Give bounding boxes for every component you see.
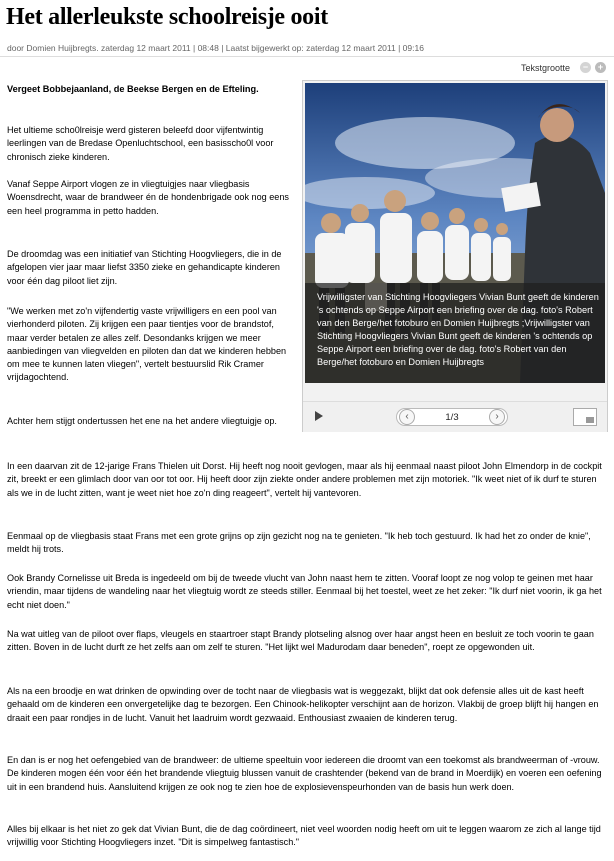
article-paragraph: Ook Brandy Cornelisse uit Breda is ingedeeld om bij de tweede vlucht van John naast hem te zitten. Vooraf loopt ze nog volop te geinen met haar vriendin, maar tijdens de wandeling naar het vliegtuig wordt ze steeds stiller. Eenmaal bij het toestel, weet ze het zeker: "Ik durf niet voorin, ik ga het echt niet doen." <box>7 573 602 610</box>
article-paragraph: Als na een broodje en wat drinken de opwinding over de tocht naar de vliegbasis wat is weggezakt, blijkt dat ook defensie alles uit de kast heeft gehaald om de kinderen een onvergetelijke dag te bezorgen. Een Chinook-helikopter verschijnt aan de horizon. Vlakbij de groep blijft hij hangen en draait een paar rondjes in de lucht. Vanuit het laadruim wordt gezwaaid. Enthousiast zwaaien de kinderen terug. <box>7 686 599 723</box>
article-title: Het allerleukste schoolreisje ooit <box>6 4 328 30</box>
next-slide-button[interactable]: › <box>489 409 505 425</box>
slideshow-controls <box>303 401 607 432</box>
article-paragraph: "We werken met zo'n vijfendertig vaste vrijwilligers en een pool van vierhonderd piloten. Zij krijgen een paar tientjes voor de brandstof, maar verder betalen ze alles zelf. Desondanks krijgen we meer aanbiedingen van vliegvelden en piloten dan dat we kinderen hebben om mee te kunnen laten vliegen", vertelt bestuurslid Rik Cramer vrijdagochtend. <box>7 306 287 383</box>
article-paragraph: De droomdag was een initiatief van Stichting Hoogvliegers, die in de afgelopen vier jaar maar liefst 3350 zieke en gehandicapte kinderen voor één dag piloot liet zijn. <box>7 249 282 286</box>
article-paragraph: In een daarvan zit de 12-jarige Frans Thielen uit Dorst. Hij heeft nog nooit gevlogen, maar als hij eenmaal naast piloot John Elmendorp in de cockpit zit, breekt er een glimlach door van oor tot oor. Hij heeft door zijn ziekte onder andere problemen met zijn motoriek. "Ik weet niet of ik durf te sturen als we in de lucht zitten, want je weet niet hoe zo'n ding reageert", vertelt hij vantevoren. <box>7 461 602 498</box>
slideshow-pager <box>396 408 508 426</box>
text-size-label: Tekstgrootte <box>520 62 570 73</box>
article-paragraph: Na wat uitleg van de piloot over flaps, vleugels en staartroer stapt Brandy plotseling alsnog over haar angst heen en besluit ze toch voorin te gaan zitten. Boven in de lucht durft ze het zelfs aan om zelf te sturen. "Het lijkt wel Madurodam daar beneden", roept ze opgewonden uit. <box>7 629 594 653</box>
article-paragraph: Eenmaal op de vliegbasis staat Frans met een grote grijns op zijn gezicht nog na te genieten. "Ik heb toch gestuurd. Ik had het zo onder de knie", meldt hij trots. <box>7 531 591 555</box>
slide-counter: 1/3 <box>445 411 459 423</box>
text-size-controls <box>521 62 606 73</box>
article-paragraph: En dan is er nog het oefengebied van de brandweer: de ultieme speeltuin voor iedereen die droomt van een toekomst als brandweerman of -vrouw. De kinderen mogen één voor één het brandende vliegtuig blussen vanuit de crashtender (bekend van de brand in Moerdijk) en voeren een oefening uit in een brandend huis. Aansluitend krijgen ze ook nog te zien hoe de explosievenspeurhonden van de basis hun werk doen. <box>7 755 602 792</box>
article-paragraph: Alles bij elkaar is het niet zo gek dat Vivian Bunt, die de dag coördineert, niet veel woorden nodig heeft om uit te leggen waarom ze zich al lange tijd vrijwillig voor Stichting Hoogvliegers inzet. "Dit is simpelweg fantastisch." <box>7 824 601 848</box>
article-lead: Vergeet Bobbejaanland, de Beekse Bergen en de Efteling. <box>7 84 259 94</box>
increase-text-size-button[interactable]: + <box>595 62 606 73</box>
article-byline: door Domien Huijbregts. zaterdag 12 maart 2011 | 08:48 | Laatst bijgewerkt op: zaterdag 12 maart 2011 | 09:16 <box>7 43 424 53</box>
slideshow-photo[interactable] <box>305 83 605 383</box>
fullscreen-icon[interactable] <box>573 408 597 426</box>
header-divider <box>0 56 614 57</box>
article-paragraph: Achter hem stijgt ondertussen het ene na het andere vliegtuigje op. <box>7 416 277 426</box>
decrease-text-size-button[interactable]: − <box>580 62 591 73</box>
article-paragraph: Het ultieme scho0lreisje werd gisteren beleefd door vijfentwintig leerlingen van de Bredase Openluchtschool, een basisscho0l voor chronisch zieke kinderen. <box>7 125 274 162</box>
previous-slide-button[interactable]: ‹ <box>399 409 415 425</box>
article-paragraph: Vanaf Seppe Airport vlogen ze in vliegtuigjes naar vliegbasis Woensdrecht, waar de brandweer én de hondenbrigade ook nog eens een heel programma in petto hadden. <box>7 179 289 216</box>
caption-overlay <box>305 283 605 383</box>
photo-caption: Vrijwilligster van Stichting Hoogvliegers Vivian Bunt geeft de kinderen 's ochtends op Seppe Airport een briefing over de dag. foto's Robert van den Berge/het fotoburo en Domien Huijbregts ;Vrijwilligster van Stichting Hoogvliegers Vivian Bunt geeft de kinderen 's ochtends op Seppe Airport een briefing over de dag. foto's Robert van den Berge/het fotoburo en Domien Huijbregts <box>317 292 599 367</box>
photo-slideshow <box>302 80 608 432</box>
play-icon[interactable] <box>315 411 323 421</box>
